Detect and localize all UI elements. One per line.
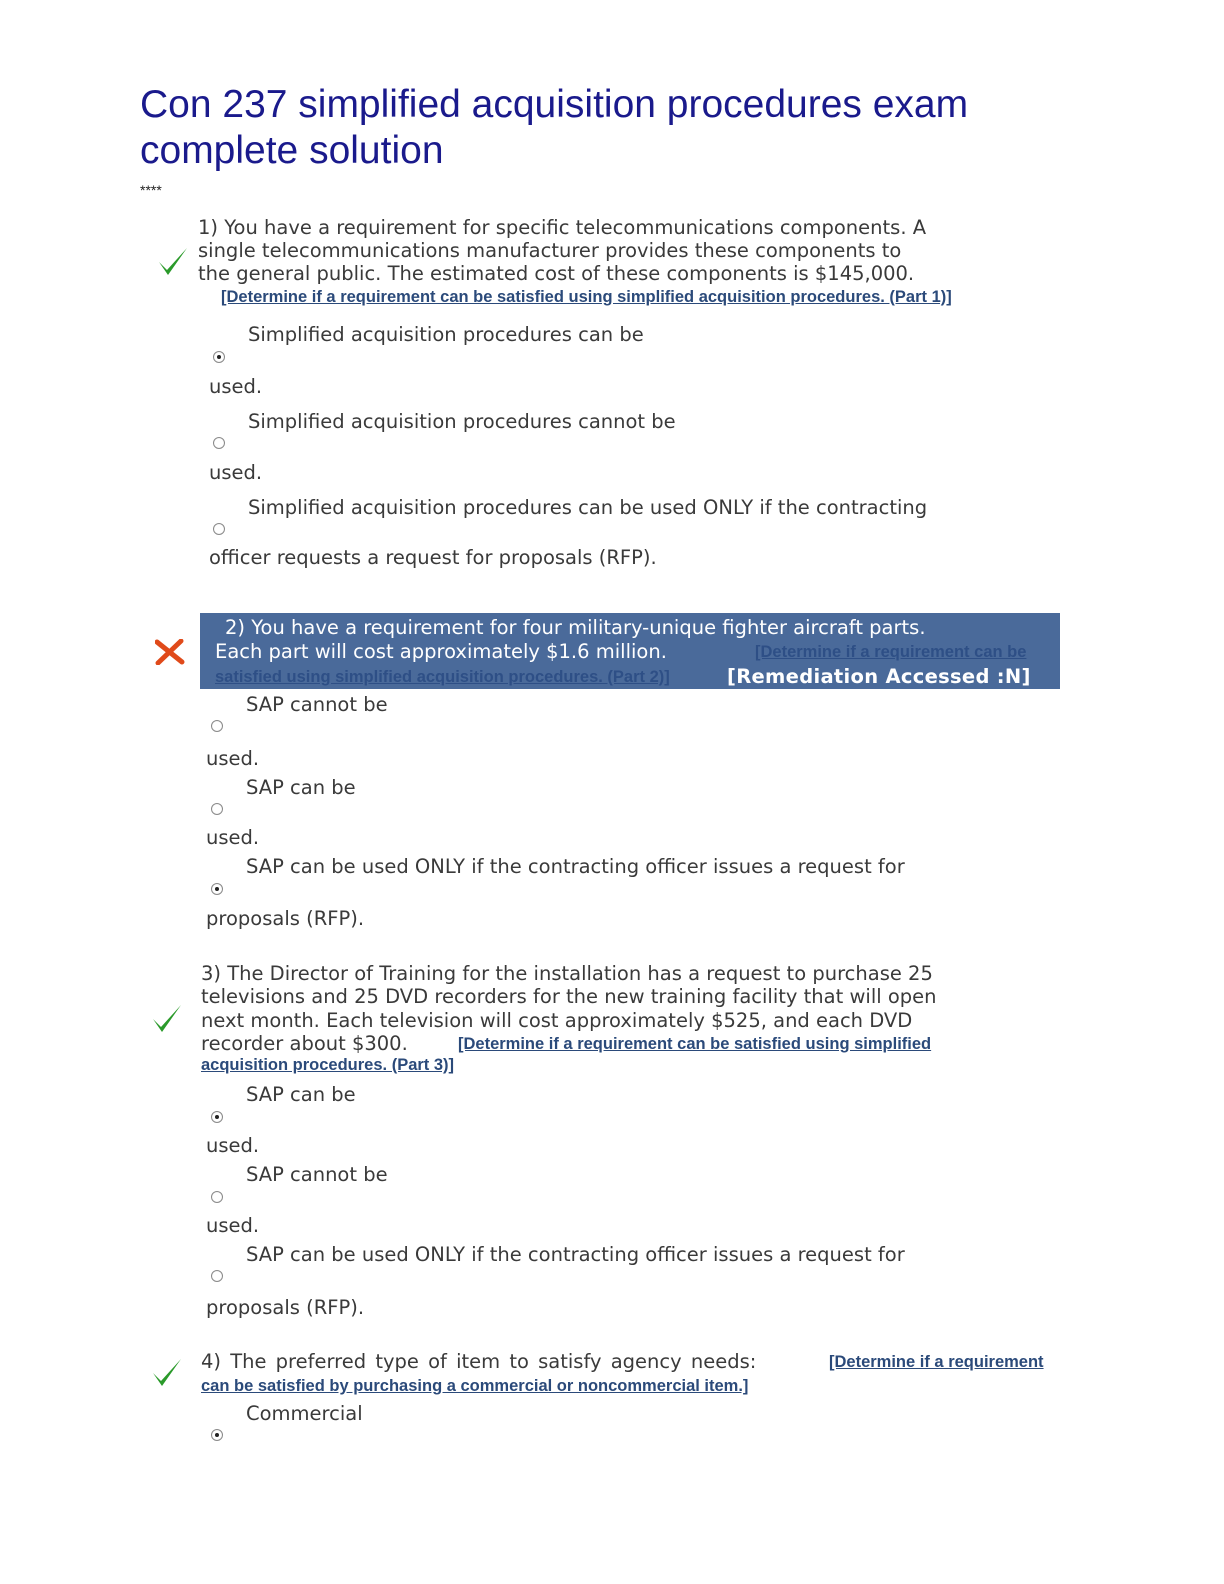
title-line-2: complete solution (140, 129, 444, 172)
question-4-line-1: 4) The preferred type of item to satisfy agency needs: (201, 1350, 757, 1373)
q2-option-1-text-cont: used. (206, 747, 260, 770)
question-1-help-link[interactable]: [Determine if a requirement can be satisfied using simplified acquisition procedures. (Part 1)] (221, 288, 952, 306)
question-3-help-link-cont[interactable]: acquisition procedures. (Part 3)] (201, 1056, 455, 1074)
q3-option-3-text: SAP can be used ONLY if the contracting officer issues a request for (246, 1243, 905, 1266)
question-2-help-link[interactable]: [Determine if a requirement can be (755, 643, 1027, 661)
question-2-line-1: 2) You have a requirement for four military-unique fighter aircraft parts. (225, 616, 926, 639)
question-2-line-2: Each part will cost approximately $1.6 million. (215, 640, 667, 663)
q4-option-1-text: Commercial (246, 1402, 363, 1425)
q1-option-2-radio[interactable] (213, 437, 225, 449)
q1-option-2-text-cont: used. (209, 461, 263, 484)
q1-option-2-text: Simplified acquisition procedures cannot be (248, 410, 676, 433)
q3-option-3-text-cont: proposals (RFP). (206, 1296, 365, 1319)
question-2-help-link-cont[interactable]: satisfied using simplified acquisition procedures. (Part 2)] (215, 668, 670, 686)
q2-option-3-radio[interactable] (211, 883, 223, 895)
q3-option-2-radio[interactable] (211, 1191, 223, 1203)
cross-icon (155, 639, 185, 665)
q3-option-1-text-cont: used. (206, 1134, 260, 1157)
question-1-line-2: single telecommunications manufacturer provides these components to (198, 239, 902, 262)
q2-option-2-text: SAP can be (246, 776, 356, 799)
q2-option-3-text-cont: proposals (RFP). (206, 907, 365, 930)
document-title (140, 82, 1100, 174)
q1-option-3-text-cont: officer requests a request for proposals (RFP). (209, 546, 657, 569)
question-2-header (200, 613, 1060, 689)
question-3-line-4: recorder about $300. (201, 1032, 408, 1055)
q3-option-2-text-cont: used. (206, 1214, 260, 1237)
question-4-help-link-cont[interactable]: can be satisfied by purchasing a commercial or noncommercial item.] (201, 1377, 749, 1395)
q2-option-1-radio[interactable] (211, 720, 223, 732)
checkmark-icon (151, 1357, 183, 1387)
q1-option-1-radio[interactable] (213, 351, 225, 363)
q2-option-2-radio[interactable] (211, 803, 223, 815)
question-4-help-link[interactable]: [Determine if a requirement (829, 1353, 1044, 1371)
q1-option-3-radio[interactable] (213, 523, 225, 535)
question-3-line-3: next month. Each television will cost approximately $525, and each DVD (201, 1009, 913, 1032)
q4-option-1-radio[interactable] (211, 1429, 223, 1441)
q2-option-2-text-cont: used. (206, 826, 260, 849)
question-1-line-3: the general public. The estimated cost of these components is $145,000. (198, 262, 915, 285)
remediation-status: [Remediation Accessed :N] (727, 665, 1031, 688)
question-1-line-1: 1) You have a requirement for specific telecommunications components. A (198, 216, 927, 239)
title-line-1: Con 237 simplified acquisition procedures exam (140, 83, 969, 126)
question-3-line-1: 3) The Director of Training for the installation has a request to purchase 25 (201, 962, 933, 985)
q3-option-1-text: SAP can be (246, 1083, 356, 1106)
q3-option-3-radio[interactable] (211, 1270, 223, 1282)
q3-option-2-text: SAP cannot be (246, 1163, 388, 1186)
q2-option-3-text: SAP can be used ONLY if the contracting officer issues a request for (246, 855, 905, 878)
q1-option-3-text: Simplified acquisition procedures can be used ONLY if the contracting (248, 496, 928, 519)
q3-option-1-radio[interactable] (211, 1111, 223, 1123)
q1-option-1-text: Simplified acquisition procedures can be (248, 323, 644, 346)
checkmark-icon (151, 1003, 183, 1033)
checkmark-icon (157, 246, 189, 276)
question-3-line-2: televisions and 25 DVD recorders for the new training facility that will open (201, 985, 937, 1008)
question-3-help-link[interactable]: [Determine if a requirement can be satisfied using simplified (458, 1035, 932, 1053)
q2-option-1-text: SAP cannot be (246, 693, 388, 716)
separator: **** (140, 182, 162, 198)
q1-option-1-text-cont: used. (209, 375, 263, 398)
